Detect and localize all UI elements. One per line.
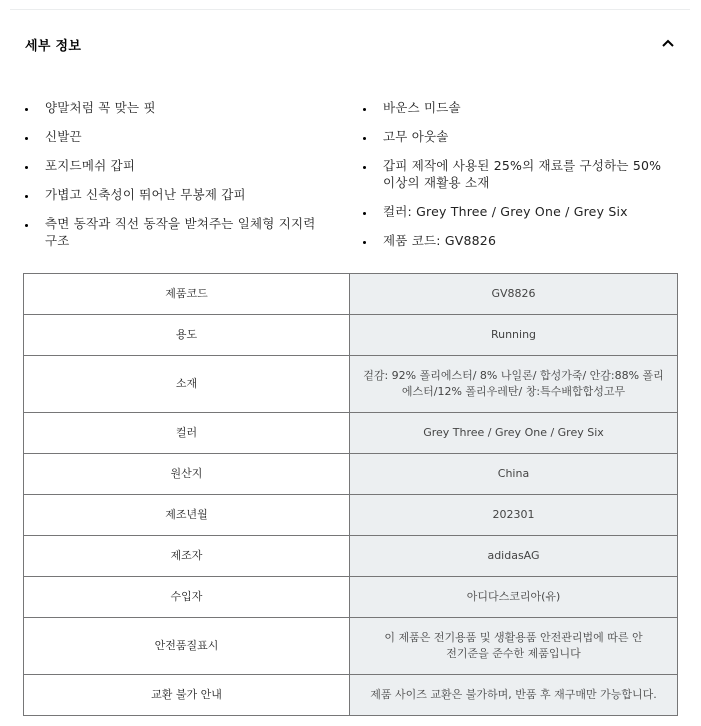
table-row <box>24 454 678 495</box>
feature-item: 포지드메쉬 갑피 <box>23 157 343 174</box>
table-row <box>24 577 678 618</box>
feature-list-right <box>361 99 686 261</box>
feature-item: 신발끈 <box>23 128 343 145</box>
spec-label: 원산지 <box>24 454 350 495</box>
spec-table <box>23 273 678 716</box>
spec-value: GV8826 <box>350 274 678 315</box>
spec-value: 아디다스코리아(유) <box>350 577 678 618</box>
spec-label: 교환 불가 안내 <box>24 675 350 716</box>
spec-value: China <box>350 454 678 495</box>
feature-item: 측면 동작과 직선 동작을 받쳐주는 일체형 지지력 구조 <box>23 215 343 249</box>
spec-value: 202301 <box>350 495 678 536</box>
feature-item: 제품 코드: GV8826 <box>361 232 686 249</box>
table-row <box>24 618 678 675</box>
table-row <box>24 675 678 716</box>
table-row <box>24 413 678 454</box>
spec-value: 이 제품은 전기용품 및 생활용품 안전관리법에 따른 안전기준을 준수한 제품입니다 <box>350 618 678 675</box>
spec-label: 제조년월 <box>24 495 350 536</box>
chevron-up-icon[interactable] <box>661 38 675 48</box>
spec-label: 수입자 <box>24 577 350 618</box>
feature-item: 컬러: Grey Three / Grey One / Grey Six <box>361 203 686 220</box>
feature-item: 가볍고 신축성이 뛰어난 무봉제 갑피 <box>23 186 343 203</box>
table-row <box>24 356 678 413</box>
table-row <box>24 315 678 356</box>
details-accordion-header[interactable] <box>10 10 690 75</box>
spec-value: adidasAG <box>350 536 678 577</box>
spec-label: 안전품질표시 <box>24 618 350 675</box>
section-title: 세부 정보 <box>25 39 82 54</box>
feature-item: 양말처럼 꼭 맞는 핏 <box>23 99 343 116</box>
table-row <box>24 536 678 577</box>
feature-item: 바운스 미드솔 <box>361 99 686 116</box>
table-row <box>24 274 678 315</box>
table-row <box>24 495 678 536</box>
spec-label: 용도 <box>24 315 350 356</box>
spec-label: 컬러 <box>24 413 350 454</box>
spec-value: Grey Three / Grey One / Grey Six <box>350 413 678 454</box>
feature-item: 고무 아웃솔 <box>361 128 686 145</box>
feature-item: 갑피 제작에 사용된 25%의 재료를 구성하는 50% 이상의 재활용 소재 <box>361 157 686 191</box>
spec-label: 소재 <box>24 356 350 413</box>
spec-label: 제조자 <box>24 536 350 577</box>
spec-label: 제품코드 <box>24 274 350 315</box>
spec-value: 제품 사이즈 교환은 불가하며, 반품 후 재구매만 가능합니다. <box>350 675 678 716</box>
spec-value: Running <box>350 315 678 356</box>
spec-value: 겉감: 92% 폴리에스터/ 8% 나일론/ 합성가죽/ 안감:88% 폴리에스터/12% 폴리우레탄/ 창:특수배합합성고무 <box>350 356 678 413</box>
feature-list-left <box>23 99 343 261</box>
